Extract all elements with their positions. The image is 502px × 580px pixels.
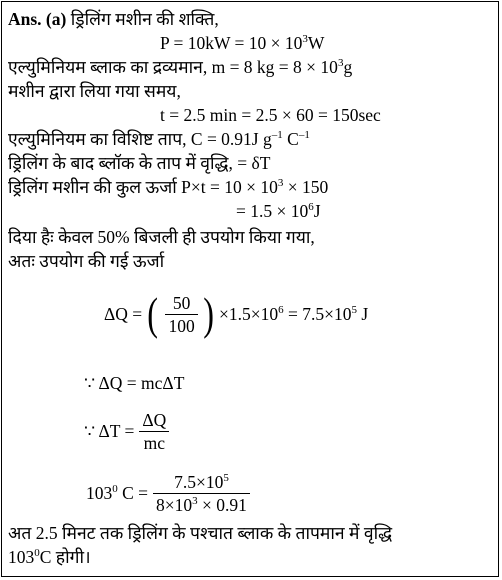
- line-mass: [8, 56, 352, 78]
- eq3-lhs: ∵ ΔT =: [84, 420, 135, 441]
- mass-exp: 3: [337, 57, 344, 69]
- eq4-num-value: 7.5×10: [174, 471, 224, 492]
- conclusion-exp: 0: [34, 547, 40, 559]
- eq3-numerator: ΔQ: [142, 409, 167, 430]
- eq1-unit: J: [357, 303, 369, 324]
- eq1-result: = 7.5×10: [283, 303, 352, 324]
- temp-rise-text: ड्रिलिंग के बाद ब्लॉक के ताप में वृद्धि, = δT: [8, 153, 271, 173]
- equation-temperature: [86, 468, 253, 518]
- line-conclusion-result: [8, 546, 91, 568]
- eq4-lhs-tail: C =: [117, 482, 149, 503]
- eq1-denominator: 100: [165, 314, 197, 336]
- eq2-text: ∵ ΔQ = mcΔT: [84, 373, 185, 393]
- eq4-den-exp: 3: [192, 494, 198, 507]
- power-value: P = 10kW = 10 × 10: [160, 33, 303, 53]
- eq1-fraction: [165, 293, 197, 336]
- power-unit: W: [307, 33, 325, 53]
- eq1-left-paren: (: [147, 288, 159, 339]
- eq4-lhs-exp: 0: [112, 482, 118, 495]
- eq3-fraction: [139, 410, 169, 453]
- eq4-denominator: [153, 493, 250, 515]
- eq4-numerator: [153, 472, 250, 493]
- eq1-lhs: ΔQ =: [104, 303, 143, 324]
- line-power-value: [160, 32, 324, 54]
- line-time-value: [160, 104, 381, 126]
- conclusion-tail: C होगी।: [39, 547, 91, 567]
- line-conclusion: [8, 522, 392, 544]
- total-energy-exp: 3: [277, 177, 284, 189]
- power-heading: ड्रिलिंग मशीन की शक्ति,: [70, 9, 219, 29]
- line-specific-heat: [8, 128, 310, 150]
- eq1-product-exp: 6: [278, 303, 284, 316]
- time-heading: मशीन द्वारा लिया गया समय,: [8, 81, 181, 101]
- line-power-heading: [8, 8, 219, 30]
- line-total-energy: [8, 176, 328, 198]
- eq4-lhs: [86, 483, 148, 504]
- answer-box: [1, 1, 499, 577]
- line-total-energy-result: [236, 200, 321, 222]
- eq1-rest: [219, 304, 368, 325]
- equation-delta-q: [104, 284, 371, 344]
- eq4-den-tail: × 0.91: [197, 494, 247, 515]
- specific-heat-unit: C: [282, 129, 299, 149]
- equation-delta-t: [84, 406, 172, 456]
- eq3-denominator: mc: [139, 431, 169, 453]
- eq4-den-value: 8×10: [156, 494, 193, 515]
- mass-text: एल्युमिनियम ब्लाक का द्रव्यमान, m = 8 kg = 8 × 10: [8, 57, 338, 77]
- conclusion-value: 103: [8, 547, 35, 567]
- time-value: t = 2.5 min = 2.5 × 60 = 150sec: [160, 105, 381, 125]
- eq1-numerator: 50: [172, 292, 191, 313]
- specific-heat-exp1: –1: [271, 129, 283, 141]
- total-energy-result-exp: 6: [308, 201, 314, 213]
- total-energy-text: ड्रिलिंग मशीन की कुल ऊर्जा P×t = 10 × 10: [8, 177, 278, 197]
- eq4-lhs-value: 103: [86, 482, 113, 503]
- power-exp: 3: [302, 33, 308, 45]
- given-text: दिया हैः केवल 50% बिजली ही उपयोग किया गया,: [8, 227, 315, 247]
- specific-heat-text: एल्युमिनियम का विशिष्ट ताप, C = 0.91J g: [8, 129, 272, 149]
- line-temp-rise: [8, 152, 270, 174]
- mass-unit: g: [343, 57, 353, 77]
- equation-since-q: [84, 372, 184, 394]
- total-energy-result-unit: J: [313, 201, 321, 221]
- line-used-energy: [8, 250, 164, 272]
- conclusion-text: अत 2.5 मिनट तक ड्रिलिंग के पश्चात ब्लाक के तापमान में वृद्धि: [8, 523, 393, 543]
- line-time-heading: [8, 80, 181, 102]
- line-given: [8, 226, 315, 248]
- total-energy-result: = 1.5 × 10: [236, 201, 309, 221]
- specific-heat-exp2: –1: [298, 129, 310, 141]
- eq1-result-exp: 5: [351, 303, 358, 316]
- eq1-right-paren: ): [203, 288, 214, 339]
- answer-label: Ans. (a): [8, 9, 67, 29]
- eq4-num-exp: 5: [223, 471, 229, 484]
- eq1-product: ×1.5×10: [219, 303, 279, 324]
- eq4-fraction: [153, 472, 250, 515]
- total-energy-tail: × 150: [283, 177, 329, 197]
- used-energy-text: अतः उपयोग की गई ऊर्जा: [8, 251, 165, 271]
